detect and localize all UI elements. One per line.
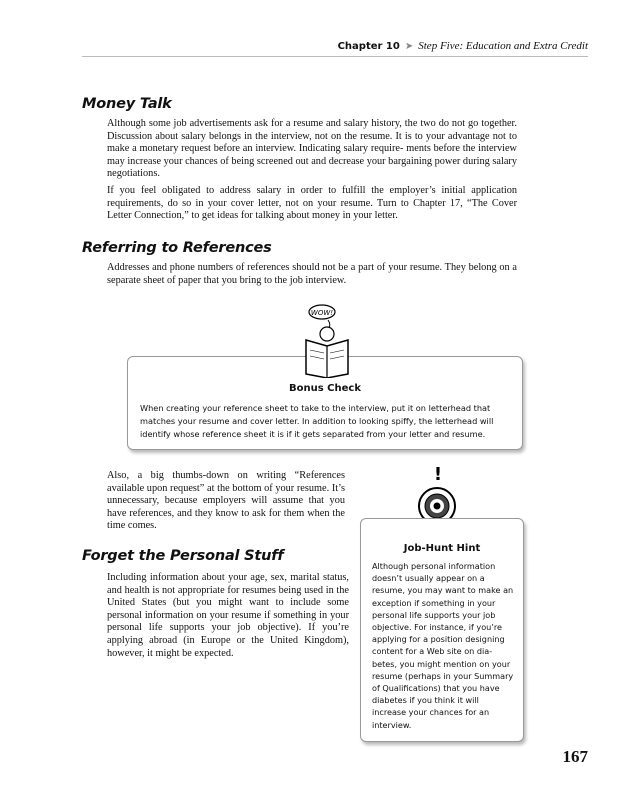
bonus-check-text: When creating your reference sheet to take to the interview, put it on letterhead that matches your resume and cover letter. In addition to looking spiffy, the letterhead will identify whose reference sheet it is if it gets separated from your letter and resume.: [140, 403, 494, 439]
chapter-subtitle: Step Five: Education and Extra Credit: [418, 40, 588, 52]
job-hunt-hint-title: Job-Hunt Hint: [403, 543, 481, 554]
heading-forget-the-personal-stuff: Forget the Personal Stuff: [82, 548, 284, 564]
heading-referring-to-references: Referring to References: [82, 240, 272, 256]
arrow-icon: ➤: [404, 41, 414, 52]
personal-paragraph-1: Including information about your age, sex, marital status, and health is not appropriate for resumes being used in the United States (but you might want to include some personal information on your resume if something in your personal life supports your job objective). If you’re applying abroad (in Europe or the United Kingdom), however, it might be expected.: [107, 572, 349, 659]
bonus-check-title: Bonus Check: [289, 383, 361, 394]
job-hunt-hint-text: Although personal information doesn’t usually appear on a resume, you may want to make an exception if something in your personal life supports your job objective. For instance, if you’re applying for a position designing content for a Web site on dia- betes, you might mention on your resume (perhaps in your Summary of Qualifications) that you have diabetes if you think it will increase your chances for an interview.: [372, 561, 514, 730]
wow-text: WOW!: [310, 309, 334, 317]
exclamation-text: !: [433, 464, 443, 485]
chapter-label: Chapter 10: [337, 41, 400, 52]
references-paragraph-2: Also, a big thumbs-down on writing “References available upon request” at the bottom of your resume. It’s unnecessary, because employers will assume that you have references, and they know to ask for them when the time comes.: [107, 470, 345, 532]
job-hunt-hint-box: [360, 518, 524, 742]
heading-money-talk: Money Talk: [82, 96, 172, 112]
page-number: 167: [562, 747, 588, 766]
header-rule: [82, 56, 588, 57]
wow-reader-icon: [298, 300, 358, 378]
money-talk-paragraph-1: Although some job advertisements ask for a resume and salary history, the two do not go together. Discussion about salary belongs in the interview, not on the resume. It is to your advantage not to make a monetary request before an interview. Indicating salary require- ments before the interview may increase your chances of being screened out and decrease your bargaining power during salary negotiations.: [107, 118, 517, 180]
running-header: [338, 40, 588, 52]
money-talk-paragraph-2: If you feel obligated to address salary in order to fulfill the employer’s initial application requirements, do so in your cover letter, not on your resume. Turn to Chapter 17, “The Cover Letter Connection,” to get ideas for talking about money in your letter.: [107, 185, 517, 222]
references-paragraph-1: Addresses and phone numbers of references should not be a part of your resume. They belong on a separate sheet of paper that you bring to the job interview.: [107, 262, 517, 286]
